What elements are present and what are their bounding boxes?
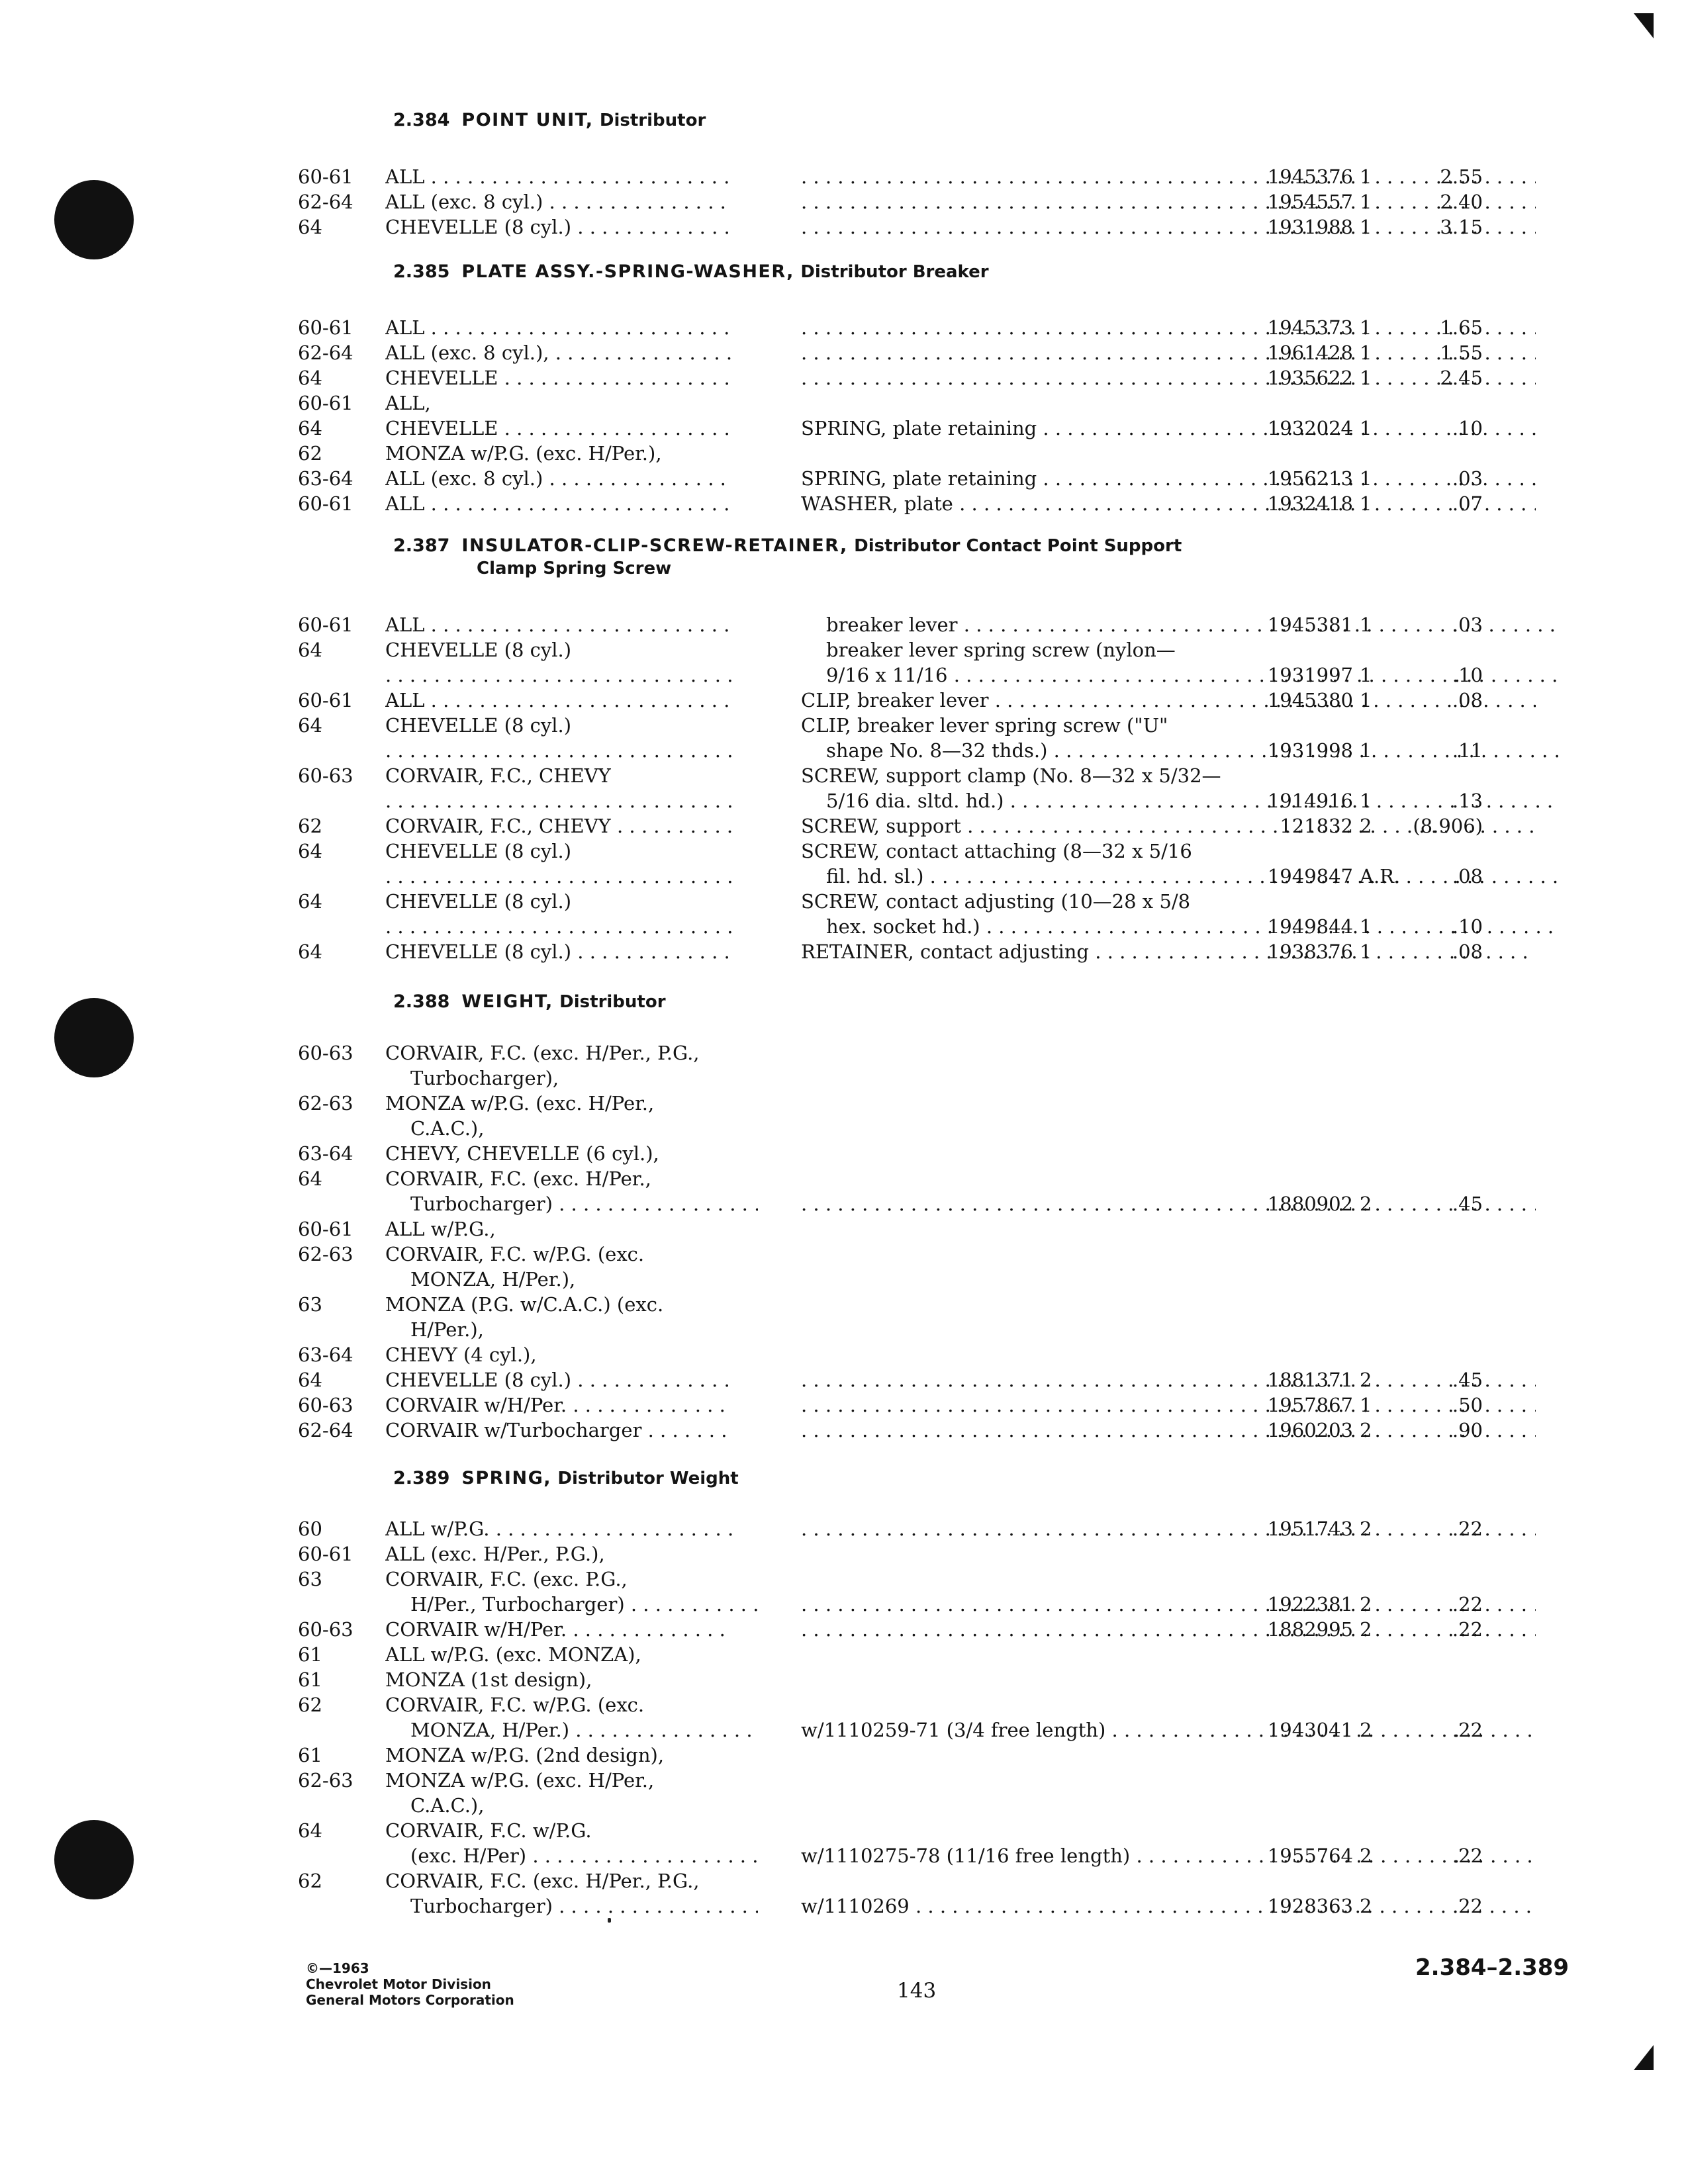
section-number: 2.388 (393, 991, 450, 1012)
year-cell: 62-64 (298, 341, 353, 364)
part-number-cell: 1881371 (1267, 1369, 1353, 1391)
section-subtitle: Distributor Weight (557, 1469, 739, 1488)
price-cell: .03 (1452, 467, 1483, 490)
part-number-cell: 1945381 (1267, 614, 1353, 636)
quantity-cell: 2 (1360, 1844, 1372, 1867)
model-cell: CORVAIR, F.C. (exc. H/Per., P.G., (385, 1870, 700, 1892)
model-cell: CHEVELLE . . . (385, 416, 733, 441)
table-row (298, 1692, 1489, 1717)
part-number-cell: 1932418 (1267, 492, 1353, 515)
price-cell: 2.55 (1440, 165, 1483, 188)
model-cell (385, 662, 733, 688)
table-row (298, 1768, 1489, 1793)
copyright-line: ©—1963 (306, 1960, 369, 1976)
parts-list (298, 315, 1489, 516)
model-cell: CHEVELLE (8 cyl.) (385, 639, 572, 661)
year-cell: 60 (298, 1518, 322, 1540)
table-row (298, 1216, 1489, 1242)
year-cell: 63-64 (298, 1343, 353, 1366)
description-cell: breaker lever spring screw (nylon— (826, 639, 1176, 661)
table-row (298, 612, 1489, 637)
table-row (298, 1141, 1489, 1166)
part-number-cell: 1957867 (1267, 1394, 1353, 1416)
table-row (298, 688, 1489, 713)
parts-list (298, 612, 1489, 964)
model-cell: ALL . . . (385, 612, 733, 637)
price-cell: 1.55 (1440, 341, 1483, 364)
quantity-cell: 2 (1360, 1369, 1372, 1391)
description-cell: breaker lever . . . (801, 612, 1561, 637)
year-cell: 60-63 (298, 1042, 353, 1064)
part-number-cell: 1949844 (1267, 915, 1353, 938)
year-cell: 64 (298, 417, 322, 439)
year-cell: 60-61 (298, 165, 353, 188)
table-row (298, 315, 1489, 340)
description-cell: shape No. 8—32 thds.) . . . (801, 738, 1561, 763)
part-number-cell: 1938376 (1267, 940, 1353, 963)
section-name: PLATE ASSY.-SPRING-WASHER, (461, 261, 794, 282)
table-row (298, 1116, 1489, 1141)
quantity-cell: 2 (1360, 1719, 1372, 1741)
table-row (298, 1040, 1489, 1066)
quantity-cell: 1 (1360, 341, 1372, 364)
section-name: POINT UNIT, (461, 110, 594, 130)
part-number-cell: 1945373 (1267, 316, 1353, 339)
year-cell: 64 (298, 1369, 322, 1391)
table-row (298, 390, 1489, 416)
table-row (298, 1592, 1489, 1617)
section-name: INSULATOR-CLIP-SCREW-RETAINER, (461, 535, 848, 556)
year-cell: 60-61 (298, 316, 353, 339)
table-row (298, 1818, 1489, 1843)
description-cell: w/1110259-71 (3/4 free length) . . . (801, 1717, 1536, 1743)
quantity-cell: 1 (1360, 614, 1372, 636)
part-number-cell: 1914916 (1267, 790, 1353, 812)
model-cell: MONZA (P.G. w/C.A.C.) (exc. (385, 1293, 664, 1316)
model-cell: ALL (exc. H/Per., P.G.), (385, 1543, 605, 1565)
year-cell: 64 (298, 940, 322, 963)
year-cell: 63 (298, 1293, 322, 1316)
year-cell: 60-61 (298, 1543, 353, 1565)
year-cell: 64 (298, 840, 322, 862)
division-line: Chevrolet Motor Division (306, 1976, 491, 1992)
description-cell: CLIP, breaker lever . . . (801, 688, 1536, 713)
table-row (298, 1292, 1489, 1317)
model-cell: CHEVELLE (8 cyl.) (385, 840, 572, 862)
quantity-cell: 1 (1360, 739, 1372, 762)
table-row (298, 1743, 1489, 1768)
year-cell: 60-63 (298, 764, 353, 787)
price-cell: 2.45 (1440, 367, 1483, 389)
section-subtitle: Distributor (599, 111, 706, 130)
quantity-cell: 1 (1360, 689, 1372, 711)
price-cell: .03 (1452, 614, 1483, 636)
model-cell: CORVAIR w/Turbocharger . . . (385, 1418, 733, 1443)
model-cell: ALL . . . (385, 688, 733, 713)
model-cell: H/Per.), (410, 1318, 484, 1341)
table-row (298, 1066, 1489, 1091)
year-cell: 64 (298, 1819, 322, 1842)
description-cell: SPRING, plate retaining . . . (801, 416, 1536, 441)
year-cell: 64 (298, 714, 322, 737)
corner-mark (1634, 13, 1654, 38)
year-cell: 60-61 (298, 689, 353, 711)
section-subtitle: Distributor Contact Point Support (854, 536, 1182, 556)
table-row (298, 1541, 1489, 1567)
part-number-cell: 1922381 (1267, 1593, 1353, 1615)
part-number-cell: 1955764 (1267, 1844, 1353, 1867)
section-title (393, 109, 706, 132)
price-cell: .08 (1452, 940, 1483, 963)
price-cell: 3.15 (1440, 216, 1483, 238)
model-cell: CHEVELLE (8 cyl.) . . . (385, 939, 733, 964)
parts-list (298, 1516, 1489, 1919)
price-cell: .22 (1452, 1618, 1483, 1641)
quantity-cell: 2 (1360, 1895, 1372, 1917)
table-row (298, 1893, 1489, 1919)
quantity-cell: 1 (1360, 492, 1372, 515)
part-number-cell: 1949847 (1267, 865, 1353, 887)
year-cell: 60-61 (298, 614, 353, 636)
year-cell: 62 (298, 442, 322, 465)
year-cell: 62 (298, 815, 322, 837)
table-row (298, 1317, 1489, 1342)
price-cell: .10 (1452, 915, 1483, 938)
model-cell: ALL w/P.G., (385, 1218, 496, 1240)
year-cell: 62-63 (298, 1243, 353, 1265)
table-row (298, 1418, 1489, 1443)
part-number-cell: 1945376 (1267, 165, 1353, 188)
binder-hole (54, 1820, 134, 1899)
table-row (298, 214, 1489, 240)
part-number-cell: 1882995 (1267, 1618, 1353, 1641)
description-cell: SPRING, plate retaining . . . (801, 466, 1536, 491)
model-cell: ALL w/P.G. (exc. MONZA), (385, 1643, 641, 1666)
year-cell: 64 (298, 639, 322, 661)
quantity-cell: 1 (1360, 316, 1372, 339)
model-cell: MONZA, H/Per.) . . . (385, 1717, 758, 1743)
quantity-cell: 2 (1360, 1193, 1372, 1215)
part-number-cell: 1943041 (1267, 1719, 1353, 1741)
year-cell: 60-61 (298, 492, 353, 515)
model-cell: CHEVELLE . . . (385, 365, 733, 390)
part-number-cell: 1880902 (1267, 1193, 1353, 1215)
part-number-cell: 1935622 (1267, 367, 1353, 389)
part-number-cell: 1932024 (1267, 417, 1353, 439)
model-cell: MONZA w/P.G. (2nd design), (385, 1744, 665, 1766)
year-cell: 60-61 (298, 392, 353, 414)
section-number: 2.387 (393, 535, 450, 556)
table-row (298, 864, 1489, 889)
model-cell: Turbocharger) . . . (385, 1893, 758, 1919)
quantity-cell: 1 (1360, 165, 1372, 188)
description-cell: fil. hd. sl.) . . . (801, 864, 1561, 889)
description-cell: SCREW, contact attaching (8—32 x 5/16 (801, 840, 1192, 862)
year-cell: 61 (298, 1744, 322, 1766)
quantity-cell: 2 (1360, 1618, 1372, 1641)
quantity-cell: A.R. (1360, 865, 1401, 887)
price-cell: .22 (1452, 1844, 1483, 1867)
description-cell: 5/16 dia. sltd. hd.) . . . (801, 788, 1561, 813)
parts-list (298, 164, 1489, 240)
table-row (298, 763, 1489, 788)
year-cell: 64 (298, 1167, 322, 1190)
section-title (393, 535, 1182, 580)
price-cell: .08 (1452, 865, 1483, 887)
model-cell: MONZA w/P.G. (exc. H/Per., (385, 1092, 655, 1115)
model-cell: Turbocharger) . . . (385, 1191, 758, 1216)
table-row (298, 914, 1489, 939)
year-cell: 62 (298, 1694, 322, 1716)
print-speck (608, 1918, 611, 1923)
price-cell: .90 (1452, 1419, 1483, 1441)
table-row (298, 1843, 1489, 1868)
price-cell: .07 (1452, 492, 1483, 515)
section-number: 2.384 (393, 110, 450, 130)
price-cell: .10 (1452, 664, 1483, 686)
price-cell: .13 (1452, 790, 1483, 812)
model-cell: MONZA, H/Per.), (410, 1268, 576, 1291)
model-cell: C.A.C.), (410, 1794, 485, 1817)
table-row (298, 939, 1489, 964)
model-cell: CORVAIR, F.C. (exc. H/Per., (385, 1167, 651, 1190)
table-row (298, 1242, 1489, 1267)
part-number-cell: 1945380 (1267, 689, 1353, 711)
description-cell: w/1110275-78 (11/16 free length) . . . (801, 1843, 1536, 1868)
year-cell: 63-64 (298, 1142, 353, 1165)
year-cell: 60-63 (298, 1618, 353, 1641)
table-row (298, 441, 1489, 466)
price-cell: .08 (1452, 689, 1483, 711)
table-row (298, 1642, 1489, 1667)
price-cell: .22 (1452, 1895, 1483, 1917)
part-number-cell: 1928363 (1267, 1895, 1353, 1917)
model-cell: ALL . . . (385, 315, 733, 340)
table-row (298, 189, 1489, 214)
section-number: 2.385 (393, 261, 450, 282)
price-cell: .22 (1452, 1518, 1483, 1540)
model-cell: CHEVELLE (8 cyl.) (385, 714, 572, 737)
section-name: SPRING, (461, 1468, 551, 1488)
price-cell: (8.906) (1413, 815, 1483, 837)
footer-credits (306, 1960, 514, 2008)
table-row (298, 1166, 1489, 1191)
part-number-cell: 1931998 (1267, 739, 1353, 762)
price-cell: .11 (1452, 739, 1483, 762)
model-cell: ALL w/P.G. . . . (385, 1516, 733, 1541)
page-range: 2.384–2.389 (1415, 1954, 1570, 1981)
corner-mark (1634, 2045, 1654, 2070)
table-row (298, 788, 1489, 813)
description-cell: SCREW, contact adjusting (10—28 x 5/8 (801, 890, 1191, 913)
page-number: 143 (897, 1979, 937, 2003)
model-cell: ALL (exc. 8 cyl.) . . . (385, 466, 733, 491)
part-number-cell: 1960203 (1267, 1419, 1353, 1441)
quantity-cell: 1 (1360, 664, 1372, 686)
section-subtitle: Distributor (559, 992, 666, 1012)
quantity-cell: 1 (1360, 417, 1372, 439)
table-row (298, 662, 1489, 688)
model-cell: ALL (exc. 8 cyl.) . . . (385, 189, 733, 214)
quantity-cell: 2 (1360, 815, 1372, 837)
table-row (298, 637, 1489, 662)
model-cell: ALL . . . (385, 164, 733, 189)
quantity-cell: 1 (1360, 367, 1372, 389)
model-cell: CORVAIR w/H/Per. . . . (385, 1617, 733, 1642)
part-number-cell: 1931988 (1267, 216, 1353, 238)
description-cell: 9/16 x 11/16 . . . (801, 662, 1561, 688)
parts-list (298, 1040, 1489, 1443)
section-subtitle: Distributor Breaker (800, 262, 989, 282)
section-number: 2.389 (393, 1468, 450, 1488)
quantity-cell: 1 (1360, 940, 1372, 963)
price-cell: 2.40 (1440, 191, 1483, 213)
table-row (298, 738, 1489, 763)
model-cell: CHEVY, CHEVELLE (6 cyl.), (385, 1142, 659, 1165)
table-row (298, 1516, 1489, 1541)
description-cell: SCREW, support . . . (801, 813, 1536, 839)
model-cell: CORVAIR, F.C. w/P.G. (385, 1819, 592, 1842)
table-row (298, 713, 1489, 738)
description-cell: WASHER, plate . . . (801, 491, 1536, 516)
price-cell: .10 (1452, 417, 1483, 439)
quantity-cell: 2 (1360, 1593, 1372, 1615)
binder-hole (54, 998, 134, 1077)
table-row (298, 1793, 1489, 1818)
section-subtitle-continued: Clamp Spring Screw (477, 559, 672, 578)
quantity-cell: 1 (1360, 790, 1372, 812)
year-cell: 64 (298, 216, 322, 238)
model-cell (385, 788, 733, 813)
price-cell: .45 (1452, 1369, 1483, 1391)
price-cell: .22 (1452, 1719, 1483, 1741)
description-cell: SCREW, support clamp (No. 8—32 x 5/32— (801, 764, 1221, 787)
section-name: WEIGHT, (461, 991, 553, 1012)
model-cell: MONZA w/P.G. (exc. H/Per., (385, 1769, 655, 1792)
year-cell: 63-64 (298, 467, 353, 490)
table-row (298, 340, 1489, 365)
section-title (393, 1467, 739, 1490)
table-row (298, 1567, 1489, 1592)
table-row (298, 1667, 1489, 1692)
table-row (298, 1717, 1489, 1743)
model-cell (385, 864, 733, 889)
table-row (298, 1191, 1489, 1216)
table-row (298, 1868, 1489, 1893)
quantity-cell: 1 (1360, 467, 1372, 490)
price-cell: .45 (1452, 1193, 1483, 1215)
year-cell: 62-64 (298, 191, 353, 213)
part-number-cell: 121832 (1280, 815, 1353, 837)
quantity-cell: 1 (1360, 191, 1372, 213)
part-number-cell: 1931997 (1267, 664, 1353, 686)
model-cell: CORVAIR, F.C., CHEVY . . . (385, 813, 733, 839)
model-cell (385, 914, 733, 939)
table-row (298, 416, 1489, 441)
table-row (298, 839, 1489, 864)
model-cell: Turbocharger), (410, 1067, 559, 1089)
quantity-cell: 2 (1360, 1419, 1372, 1441)
description-cell: hex. socket hd.) . . . (801, 914, 1561, 939)
table-row (298, 1342, 1489, 1367)
table-row (298, 1392, 1489, 1418)
model-cell (385, 738, 733, 763)
year-cell: 64 (298, 367, 322, 389)
table-row (298, 1367, 1489, 1392)
price-cell: .22 (1452, 1593, 1483, 1615)
section-title (393, 261, 989, 283)
description-cell: w/1110269 . . . (801, 1893, 1536, 1919)
model-cell: ALL . . . (385, 491, 733, 516)
model-cell: MONZA (1st design), (385, 1668, 592, 1691)
model-cell: CORVAIR, F.C. w/P.G. (exc. (385, 1694, 645, 1716)
table-row (298, 164, 1489, 189)
year-cell: 62 (298, 1870, 322, 1892)
year-cell: 60-61 (298, 1218, 353, 1240)
price-cell: .50 (1452, 1394, 1483, 1416)
quantity-cell: 1 (1360, 1394, 1372, 1416)
model-cell: CORVAIR, F.C. w/P.G. (exc. (385, 1243, 645, 1265)
description-cell: RETAINER, contact adjusting . . . (801, 939, 1536, 964)
model-cell: CORVAIR, F.C., CHEVY (385, 764, 611, 787)
model-cell: ALL (exc. 8 cyl.), . . . (385, 340, 733, 365)
model-cell: ALL, (385, 392, 431, 414)
year-cell: 61 (298, 1643, 322, 1666)
model-cell: CHEVELLE (8 cyl.) (385, 890, 572, 913)
model-cell: H/Per., Turbocharger) . . . (385, 1592, 758, 1617)
quantity-cell: 1 (1360, 216, 1372, 238)
table-row (298, 365, 1489, 390)
quantity-cell: 1 (1360, 915, 1372, 938)
table-row (298, 1267, 1489, 1292)
year-cell: 60-63 (298, 1394, 353, 1416)
model-cell: (exc. H/Per) . . . (385, 1843, 758, 1868)
year-cell: 64 (298, 890, 322, 913)
model-cell: C.A.C.), (410, 1117, 485, 1140)
model-cell: CHEVELLE (8 cyl.) . . . (385, 214, 733, 240)
part-number-cell: 1951743 (1267, 1518, 1353, 1540)
table-row (298, 491, 1489, 516)
model-cell: CORVAIR, F.C. (exc. H/Per., P.G., (385, 1042, 700, 1064)
model-cell: CORVAIR, F.C. (exc. P.G., (385, 1568, 628, 1590)
table-row (298, 1091, 1489, 1116)
table-row (298, 1617, 1489, 1642)
binder-hole (54, 180, 134, 259)
year-cell: 63 (298, 1568, 322, 1590)
table-row (298, 889, 1489, 914)
quantity-cell: 2 (1360, 1518, 1372, 1540)
year-cell: 62-64 (298, 1419, 353, 1441)
table-row (298, 466, 1489, 491)
part-number-cell: 1961428 (1267, 341, 1353, 364)
table-row (298, 813, 1489, 839)
model-cell: CHEVELLE (8 cyl.) . . . (385, 1367, 733, 1392)
year-cell: 62-63 (298, 1092, 353, 1115)
price-cell: 1.65 (1440, 316, 1483, 339)
part-number-cell: 1956213 (1267, 467, 1353, 490)
model-cell: CORVAIR w/H/Per. . . . (385, 1392, 733, 1418)
model-cell: CHEVY (4 cyl.), (385, 1343, 537, 1366)
description-cell: CLIP, breaker lever spring screw ("U" (801, 714, 1168, 737)
year-cell: 62-63 (298, 1769, 353, 1792)
model-cell: MONZA w/P.G. (exc. H/Per.), (385, 442, 662, 465)
part-number-cell: 1954557 (1267, 191, 1353, 213)
section-title (393, 991, 666, 1013)
year-cell: 61 (298, 1668, 322, 1691)
corporation-line: General Motors Corporation (306, 1992, 514, 2008)
